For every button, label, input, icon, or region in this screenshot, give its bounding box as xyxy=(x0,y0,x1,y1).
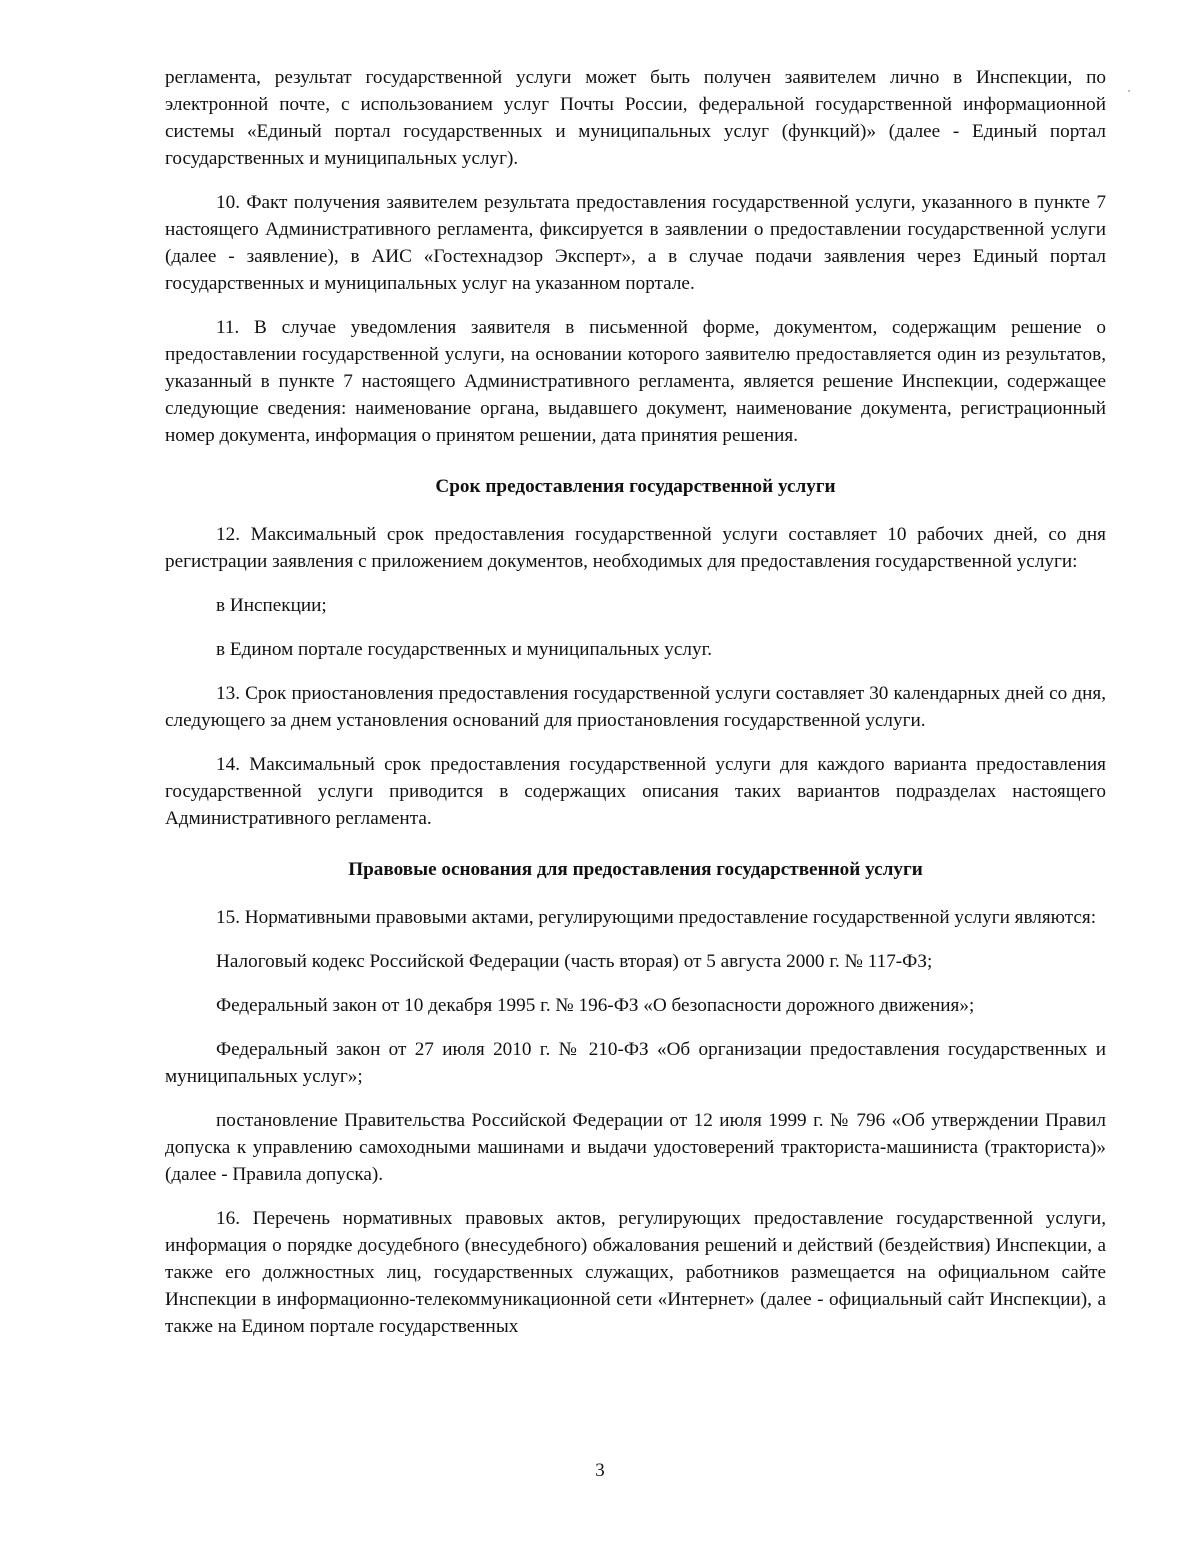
paragraph-11: 11. В случае уведомления заявителя в письменной форме, документом, содержащим решение о предоставлении государственной услуги, на основании которого заявителю предоставляется один из результатов, указанный в пункте 7 настоящего Административного регламента, является решение Инспекции, содержащее следующие сведения: наименование органа, выдавшего документ, наименование документа, регистрационный номер документа, информация о принятом решении, дата принятия решения. xyxy=(165,317,1106,446)
section-heading-legal: Правовые основания для предоставления государственной услуги xyxy=(348,859,923,880)
page-number: 3 xyxy=(595,1460,605,1481)
paragraph-16: 16. Перечень нормативных правовых актов, регулирующих предоставление государственной услуги, информация о порядке досудебного (внесудебного) обжалования решений и действий (бездействия) Инспекции, а также его должностных лиц, государственных служащих, работников размещается на официальном сайте Инспекции в информационно-телекоммуникационной сети «Интернет» (далее - официальный сайт Инспекции), а также на Едином портале государственных xyxy=(165,1208,1106,1337)
list-item-tax-code: Налоговый кодекс Российской Федерации (часть вторая) от 5 августа 2000 г. № 117-ФЗ; xyxy=(216,951,933,972)
document-page xyxy=(165,64,1106,1357)
scan-speck xyxy=(1128,90,1130,92)
section-heading-term: Срок предоставления государственной услуги xyxy=(435,476,836,497)
paragraph-13: 13. Срок приостановления предоставления государственной услуги составляет 30 календарных дней со дня, следующего за днем установления оснований для приостановления государственной услуги. xyxy=(165,683,1106,731)
paragraph-12: 12. Максимальный срок предоставления государственной услуги составляет 10 рабочих дней, со дня регистрации заявления с приложением документов, необходимых для предоставления государственной услуги: xyxy=(165,524,1106,572)
list-item-public-services-law: Федеральный закон от 27 июля 2010 г. № 210-ФЗ «Об организации предоставления государственных и муниципальных услуг»; xyxy=(165,1039,1106,1087)
list-item-road-safety-law: Федеральный закон от 10 декабря 1995 г. № 196-ФЗ «О безопасности дорожного движения»; xyxy=(216,995,975,1016)
paragraph-10: 10. Факт получения заявителем результата предоставления государственной услуги, указанного в пункте 7 настоящего Административного регламента, фиксируется в заявлении о предоставлении государственной услуги (далее - заявление), в АИС «Гостехнадзор Эксперт», а в случае подачи заявления через Единый портал государственных и муниципальных услуг на указанном портале. xyxy=(165,192,1106,294)
paragraph-9-continuation: регламента, результат государственной услуги может быть получен заявителем лично в Инспекции, по электронной почте, с использованием услуг Почты России, федеральной государственной информационной системы «Единый портал государственных и муниципальных услуг (функций)» (далее - Единый портал государственных и муниципальных услуг). xyxy=(165,67,1106,169)
list-item-inspection: в Инспекции; xyxy=(216,595,327,616)
list-item-portal: в Едином портале государственных и муниципальных услуг. xyxy=(216,639,713,660)
paragraph-14: 14. Максимальный срок предоставления государственной услуги для каждого варианта предоставления государственной услуги приводится в содержащих описания таких вариантов подразделах настоящего Административного регламента. xyxy=(165,754,1106,829)
paragraph-15: 15. Нормативными правовыми актами, регулирующими предоставление государственной услуги являются: xyxy=(216,907,1097,928)
list-item-government-decree: постановление Правительства Российской Федерации от 12 июля 1999 г. № 796 «Об утверждении Правил допуска к управлению самоходными машинами и выдачи удостоверений тракториста-машиниста (тракториста)» (далее - Правила допуска). xyxy=(165,1110,1106,1185)
